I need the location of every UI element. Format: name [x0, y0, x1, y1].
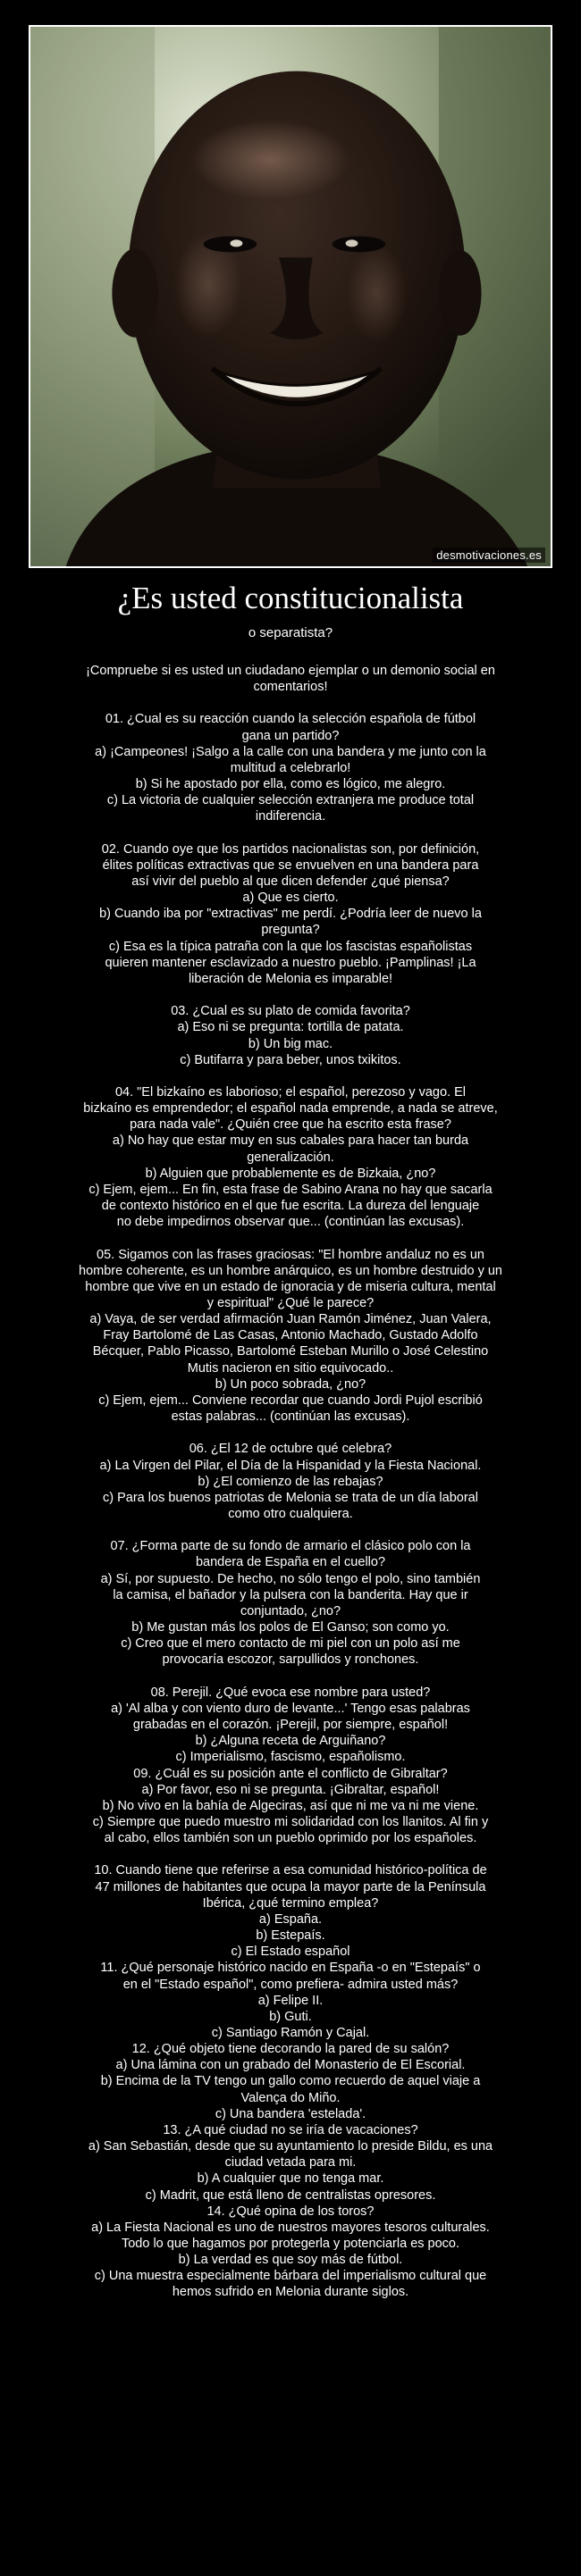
quiz-line: b) Si he apostado por ella, como es lógico, me alegro. [135, 777, 446, 792]
quiz-line: c) El Estado español [231, 1945, 350, 1960]
quiz-line: b) A cualquier que no tenga mar. [197, 2171, 384, 2187]
quiz-line: c) Butifarra y para beber, unos txikitos. [180, 1052, 401, 1067]
quiz-line: en el "Estado español", como prefiera- admira usted más? [122, 1977, 459, 1992]
quiz-line: a) Una lámina con un grabado del Monasterio de El Escorial. [115, 2058, 466, 2073]
quiz-line: ciudad vetada para mi. [224, 2155, 357, 2170]
quiz-line: b) Un big mac. [248, 1036, 333, 1051]
quiz-line: élites políticas extractivas que se envuelven en una bandera para [102, 857, 479, 873]
quiz-line: bandera de España en el cuello? [195, 1555, 386, 1570]
quiz-line: c) La victoria de cualquier selección extranjera me produce total [106, 793, 475, 808]
quiz-line: conjuntado, ¿no? [240, 1603, 341, 1618]
quiz-line: liberación de Melonia es imparable! [188, 971, 393, 986]
quiz-line: quieren mantener esclavizado a nuestro pueblo. ¡Pamplinas! ¡La [105, 955, 476, 970]
quiz-line: 09. ¿Cuál es su posición ante el conflicto de Gibraltar? [133, 1766, 448, 1781]
quiz-line: bizkaíno es emprendedor; el español nada emprende, a nada se atreve, [83, 1101, 498, 1117]
quiz-line: pregunta? [261, 923, 320, 938]
quiz-line: 11. ¿Qué personaje histórico nacido en España -o en "Estepaís" o [100, 1961, 481, 1976]
quiz-line: a) Que es cierto. [242, 891, 339, 906]
intro-line: ¡Compruebe si es usted un ciudadano ejemplar o un demonio social en [86, 664, 495, 678]
quiz-line: 06. ¿El 12 de octubre qué celebra? [189, 1442, 392, 1457]
quiz-line: 05. Sigamos con las frases graciosas: "El hombre andaluz no es un [97, 1247, 484, 1262]
quiz-line: 10. Cuando tiene que referirse a esa comunidad histórico-política de [94, 1863, 487, 1878]
quiz-line: c) Ejem, ejem... Conviene recordar que cuando Jordi Pujol escribió [98, 1393, 483, 1408]
paragraph-gap [5, 1230, 576, 1246]
quiz-line: 02. Cuando oye que los partidos nacionalistas son, por definición, [101, 841, 480, 857]
quiz-line: 07. ¿Forma parte de su fondo de armario el clásico polo con la [110, 1539, 471, 1554]
paragraph-gap [5, 1068, 576, 1084]
quiz-line: a) Sí, por supuesto. De hecho, no sólo tengo el polo, sino también [100, 1571, 481, 1586]
quiz-line: Todo lo que hagamos por protegerla y potenciarla es poco. [121, 2237, 460, 2252]
quiz-line: a) Por favor, eso ni se pregunta. ¡Gibraltar, español! [141, 1782, 440, 1797]
poster-title: ¿Es usted constitucionalista [117, 581, 464, 615]
quiz-line: a) España. [258, 1911, 323, 1927]
quiz-line: c) Imperialismo, fascismo, españolismo. [175, 1750, 406, 1765]
quiz-line: a) Eso ni se pregunta: tortilla de patata. [177, 1020, 404, 1035]
quiz-line: 08. Perejil. ¿Qué evoca ese nombre para usted? [150, 1685, 431, 1700]
quiz-line: c) Creo que el mero contacto de mi piel con un polo así me [121, 1636, 460, 1652]
quiz-line: Bécquer, Pablo Picasso, Bartolomé Esteban Murillo o José Celestino [92, 1344, 489, 1359]
quiz-line: b) ¿El comienzo de las rebajas? [198, 1474, 383, 1489]
quiz-line: generalización. [247, 1150, 334, 1165]
quiz-line: 14. ¿Qué opina de los toros? [206, 2204, 375, 2219]
photo-frame [29, 25, 552, 568]
quiz-line: c) Esa es la típica patraña con la que los fascistas españolistas [108, 939, 473, 954]
quiz-line: 12. ¿Qué objeto tiene decorando la pared de su salón? [131, 2042, 450, 2057]
quiz-line: de contexto histórico en el que fue escrita. La dureza del lenguaje [101, 1199, 480, 1214]
quiz-line: c) Siempre que puedo muestro mi solidaridad con los llanitos. Al fin y [92, 1814, 489, 1829]
quiz-line: b) La verdad es que soy más de fútbol. [178, 2253, 403, 2268]
quiz-line: la camisa, el bañador y la pulsera con la banderita. Hay que ir [113, 1587, 468, 1602]
quiz-line: c) Santiago Ramón y Cajal. [211, 2025, 370, 2040]
quiz-line: Fray Bartolomé de Las Casas, Antonio Machado, Gustado Adolfo [103, 1328, 478, 1343]
quiz-line: b) Alguien que probablemente es de Bizkaia, ¿no? [145, 1166, 436, 1181]
quiz-line: provocaría escozor, sarpullidos y ronchones. [162, 1652, 419, 1668]
quiz-line: a) 'Al alba y con viento duro de levante...' Tengo esas palabras [111, 1701, 470, 1716]
quiz-line: Mutis nacieron en sitio equivocado.. [187, 1360, 394, 1376]
quiz-line: c) Madrit, que está lleno de centralistas opresores. [145, 2187, 436, 2203]
quiz-line: Valença do Miño. [240, 2090, 341, 2105]
quiz-line: a) San Sebastián, desde que su ayuntamiento lo preside Bildu, es una [88, 2139, 493, 2154]
quiz-line: a) La Fiesta Nacional es uno de nuestros mayores tesoros culturales. [91, 2220, 490, 2235]
quiz-line: a) Vaya, de ser verdad afirmación Juan Ramón Jiménez, Juan Valera, [89, 1312, 492, 1327]
paragraph-gap [5, 1846, 576, 1862]
paragraph-gap [5, 1425, 576, 1441]
quiz-line: indiferencia. [255, 809, 326, 824]
quiz-line: 13. ¿A qué ciudad no se iría de vacaciones? [163, 2122, 418, 2137]
portrait-photo [30, 27, 551, 566]
quiz-line: como otro cualquiera. [228, 1507, 353, 1522]
quiz-line: y espiritual" ¿Qué le parece? [206, 1296, 375, 1311]
paragraph-gap [5, 825, 576, 841]
quiz-line: 01. ¿Cual es su reacción cuando la selección española de fútbol [105, 712, 476, 727]
quiz-line: b) Estepaís. [256, 1928, 325, 1944]
quiz-line: a) No hay que estar muy en sus cabales para hacer tan burda [112, 1133, 469, 1149]
quiz-line: hemos sufrido en Melonia durante siglos. [172, 2285, 409, 2300]
quiz-line: a) Felipe II. [257, 1993, 324, 2008]
quiz-line: gana un partido? [241, 728, 340, 743]
quiz-line: b) Me gustan más los polos de El Ganso; son como yo. [131, 1620, 450, 1635]
quiz-text [5, 663, 576, 2301]
quiz-line: no debe impedirnos observar que... (continúan las excusas). [116, 1215, 465, 1230]
quiz-line: 47 millones de habitantes que ocupa la mayor parte de la Península [95, 1879, 486, 1894]
quiz-line: al cabo, ellos también son un pueblo oprimido por los españoles. [104, 1831, 477, 1846]
quiz-line: 03. ¿Cual es su plato de comida favorita? [171, 1004, 410, 1019]
paragraph-gap [5, 1522, 576, 1538]
quiz-line: b) Guti. [269, 2009, 312, 2024]
quiz-line: multitud a celebrarlo! [230, 760, 351, 775]
quiz-line: b) Encima de la TV tengo un gallo como recuerdo de aquel viaje a [100, 2074, 481, 2089]
quiz-line: b) No vivo en la bahía de Algeciras, así que ni me va ni me viene. [102, 1798, 479, 1813]
quiz-line: c) Una muestra especialmente bárbara del imperialismo cultural que [94, 2269, 487, 2284]
quiz-line: c) Una bandera 'estelada'. [215, 2106, 366, 2121]
quiz-line: hombre que vive en un estado de ignoracia y de miseria cultura, mental [85, 1279, 496, 1294]
quiz-line: así vivir del pueblo al que dicen defender ¿qué piensa? [131, 874, 450, 889]
quiz-line: a) La Virgen del Pilar, el Día de la Hispanidad y la Fiesta Nacional. [99, 1458, 482, 1473]
quiz-line: c) Ejem, ejem... En fin, esta frase de Sabino Arana no hay que sacarla [88, 1182, 493, 1197]
paragraph-gap [5, 695, 576, 711]
watermark-text: desmotivaciones.es [433, 548, 545, 563]
paragraph-gap [5, 1669, 576, 1685]
quiz-line: Ibérica, ¿qué termino emplea? [202, 1895, 379, 1911]
quiz-line: para nada vale". ¿Quién cree que ha escrito esta frase? [130, 1117, 451, 1133]
paragraph-gap [5, 987, 576, 1003]
poster-subtitle: o separatista? [248, 625, 333, 640]
quiz-line: b) ¿Alguna receta de Arguiñano? [195, 1734, 386, 1749]
quiz-line: c) Para los buenos patriotas de Melonia se trata de un día laboral [103, 1490, 478, 1505]
quiz-line: grabadas en el corazón. ¡Perejil, por siempre, español! [132, 1718, 449, 1733]
quiz-line: 04. "El bizkaíno es laborioso; el español, perezoso y vago. El [114, 1085, 467, 1100]
quiz-line: b) Cuando iba por "extractivas" me perdí. ¿Podría leer de nuevo la [99, 907, 482, 922]
quiz-line: hombre coherente, es un hombre anárquico, es un hombre destruido y un [79, 1263, 502, 1278]
quiz-line: b) Un poco sobrada, ¿no? [215, 1376, 366, 1392]
quiz-line: estas palabras... (continúan las excusas). [171, 1409, 410, 1425]
intro-line: comentarios! [253, 680, 328, 695]
quiz-line: a) ¡Campeones! ¡Salgo a la calle con una bandera y me junto con la [95, 744, 486, 759]
